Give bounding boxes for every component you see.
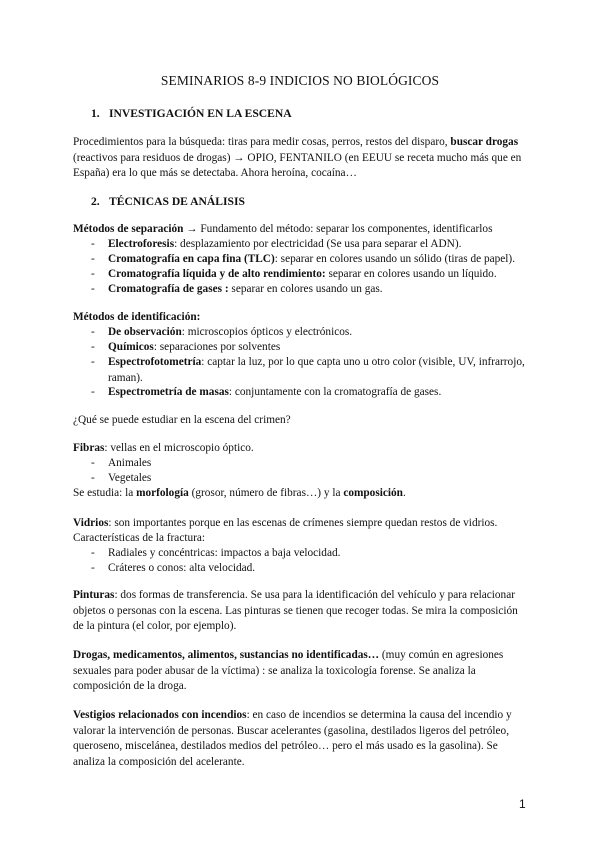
list-item-text: Radiales y concéntricas: impactos a baja velocidad. [108,547,341,559]
list-dash: - [91,341,95,353]
list-item-text: : desplazamiento por electricidad (Se usa para separar el ADN). [174,238,462,250]
list-item-text: Cráteres o conos: alta velocidad. [108,562,256,574]
list-dash: - [91,472,95,484]
paragraph-text: (muy común en agresiones sexuales para poder abusar de la víctima) : se analiza la toxicología forense. Se analiza la composición de la droga. [73,649,504,692]
fire-paragraph [73,708,528,770]
section-1-title: INVESTIGACIÓN EN LA ESCENA [109,107,292,120]
list-dash: - [91,356,95,368]
paragraph-text: : dos formas de transferencia. Se usa para la identificación del vehículo y para relacionar objetos o personas con la escena. Las pinturas se tienen que recoger todas. Se mira la composición de la pintura (el color, por ejemplo). [73,589,518,632]
list-item-bold: Cromatografía líquida y de alto rendimiento: [108,268,326,280]
list-item [91,237,528,253]
paragraph-bold: Métodos de separación [73,223,184,235]
identification-methods-intro [73,310,528,326]
paragraph-bold: Pinturas [73,589,115,601]
list-item [91,355,528,386]
section-2-title: TÉCNICAS DE ANÁLISIS [109,195,245,208]
paragraph-bold: Fibras [73,442,105,454]
list-item-text: : separar en colores usando un sólido (tiras de papel). [274,253,516,265]
separation-methods-intro [73,222,528,238]
page-title: SEMINARIOS 8-9 INDICIOS NO BIOLÓGICOS [160,73,440,88]
list-item-text: Vegetales [108,472,152,484]
drugs-paragraph [73,648,528,695]
paragraph-text: : vellas en el microscopio óptico. [104,442,254,454]
paragraph-text: : en caso de incendios se determina la causa del incendio y valorar la intervención de personas. Buscar acelerantes (gasolina, destilados ligeros del petróleo, queroseno, miscelánea, destilados medios del petróleo… pero el más usado es la gasolina). Se analiza la composición del acelerante. [73,709,512,768]
list-dash: - [91,238,95,250]
list-dash: - [91,386,95,398]
paragraph-text: (reactivos para residuos de drogas) → OPIO, FENTANILO (en EEUU se receta mucho más que en España) era lo que más se detectaba. Ahora heroína, cocaína… [73,151,522,179]
page-number: 1 [519,797,526,811]
list-dash: - [91,547,95,559]
paragraph-bold: composición [343,487,403,499]
paragraph-bold: Vestigios relacionados con incendios [73,709,247,721]
list-item-bold: Espectrometría de masas [108,386,229,398]
list-dash: - [91,457,95,469]
list-dash: - [91,253,95,265]
question-line: ¿Qué se puede estudiar en la escena del crimen? [73,414,291,426]
section-1-heading [91,107,292,120]
list-dash: - [91,326,95,338]
paragraph-text: → Fundamento del método: separar los componentes, identificarlos [183,223,493,235]
list-item [91,252,528,268]
list-item-text: separar en colores usando un líquido. [325,268,497,280]
list-item [91,267,528,283]
list-item-text: : captar la luz, por lo que capta uno u otro color (visible, UV, infrarrojo, raman). [108,356,525,384]
list-item [91,385,528,401]
list-item-text: separar en colores usando un gas. [228,283,383,295]
list-item [91,282,528,298]
paint-paragraph [73,588,528,635]
list-item [91,325,528,341]
list-item [91,471,528,487]
list-item-bold: De observación [108,326,182,338]
list-item-bold: Espectrofotometría [108,356,202,368]
paragraph-text: Procedimientos para la búsqueda: tiras para medir cosas, perros, restos del disparo, [73,136,451,148]
list-item-text: : microscopios ópticos y electrónicos. [181,326,353,338]
glass-paragraph [73,516,528,532]
list-item-bold: Cromatografía de gases : [108,283,229,295]
list-item-text: Animales [108,457,152,469]
section-1-paragraph [73,135,528,182]
list-item-bold: Cromatografía en capa fina (TLC) [108,253,275,265]
paragraph-text: . [402,487,406,499]
list-item-bold: Químicos [108,341,154,353]
list-dash: - [91,283,95,295]
paragraph-bold: Métodos de identificación: [73,311,201,323]
list-item-bold: Electroforesis [108,238,175,250]
section-1-number: 1. [91,107,100,120]
section-2-heading [91,195,245,208]
paragraph-text: Se estudia: la [73,487,137,499]
section-2-number: 2. [91,195,100,208]
paragraph-text: (grosor, número de fibras…) y la [188,487,344,499]
fibres-paragraph [73,441,528,457]
paragraph-text: : son importantes porque en las escenas de crímenes siempre quedan restos de vidrios. [108,517,498,529]
list-dash: - [91,562,95,574]
list-item [91,456,528,472]
paragraph-bold: buscar drogas [450,136,519,148]
list-item-text: : separaciones por solventes [153,341,281,353]
glass-fracture-line: Características de la fractura: [73,532,206,544]
fibres-closing [73,486,528,502]
list-item [91,561,528,577]
list-dash: - [91,268,95,280]
list-item-text: : conjuntamente con la cromatografía de gases. [228,386,442,398]
paragraph-bold: Drogas, medicamentos, alimentos, sustancias no identificadas… [73,649,380,661]
paragraph-bold: Vidrios [73,517,109,529]
paragraph-bold: morfología [136,487,189,499]
list-item [91,340,528,356]
list-item [91,546,528,562]
